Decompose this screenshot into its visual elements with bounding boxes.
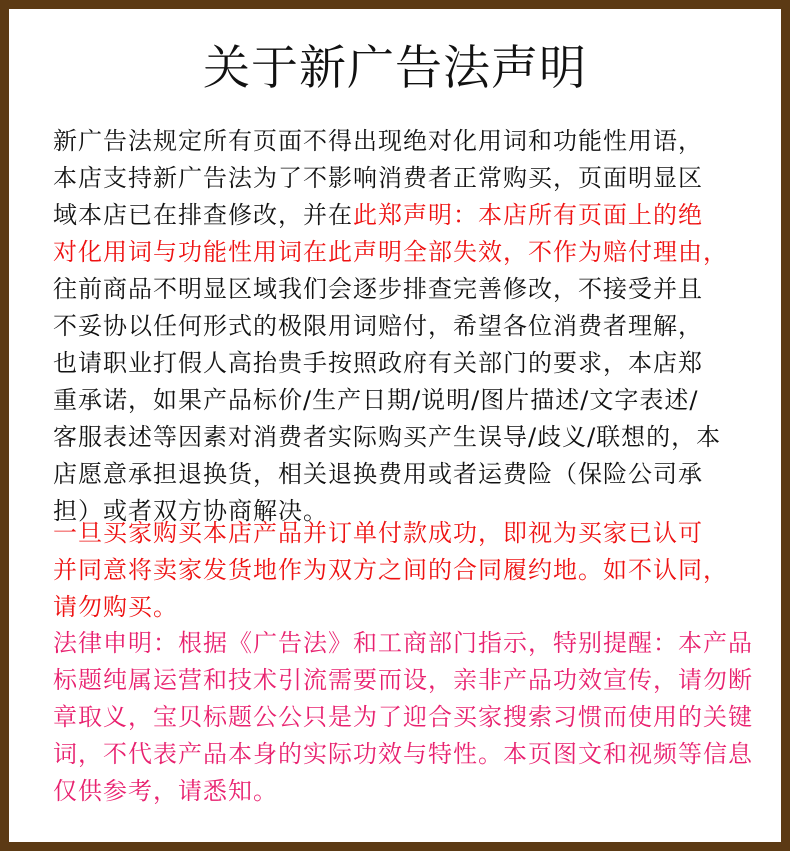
paragraph-line	[53, 197, 753, 234]
line-text: 域本店已在排查修改，并在	[53, 201, 353, 229]
paragraph-line: 担）或者双方协商解决。	[53, 497, 328, 525]
notice-paragraph-2	[53, 515, 753, 626]
paragraph-line: 仅供参考，请悉知。	[53, 777, 278, 805]
notice-frame	[9, 9, 781, 842]
paragraph-line: 章取义，宝贝标题公公只是为了迎合买家搜索习惯而使用的关键	[53, 703, 753, 731]
paragraph-line: 并同意将卖家发货地作为双方之间的合同履约地。如不认同，	[53, 556, 728, 584]
paragraph-line: 不妥协以任何形式的极限用词赔付，希望各位消费者理解，	[53, 312, 703, 340]
paragraph-line: 也请职业打假人高抬贵手按照政府有关部门的要求，本店郑	[53, 349, 703, 377]
paragraph-line: 本店支持新广告法为了不影响消费者正常购买，页面明显区	[53, 164, 703, 192]
paragraph-line-highlight: 对化用词与功能性用词在此声明全部失效，不作为赔付理由，	[53, 238, 728, 266]
paragraph-line: 词，不代表产品本身的实际功效与特性。本页图文和视频等信息	[53, 740, 753, 768]
paragraph-line: 客服表述等因素对消费者实际购买产生误导/歧义/联想的，本	[53, 423, 722, 451]
page-title: 关于新广告法声明	[203, 41, 587, 96]
paragraph-line: 店愿意承担退换货，相关退换费用或者运费险（保险公司承	[53, 460, 703, 488]
paragraph-line: 请勿购买。	[53, 593, 178, 621]
paragraph-line: 重承诺，如果产品标价/生产日期/说明/图片描述/文字表述/	[53, 386, 699, 414]
paragraph-line: 一旦买家购买本店产品并订单付款成功，即视为买家已认可	[53, 519, 703, 547]
notice-paragraph-1	[53, 123, 753, 530]
paragraph-line: 法律申明：根据《广告法》和工商部门指示，特别提醒：本产品	[53, 629, 753, 657]
highlight-text: 此郑声明：本店所有页面上的绝	[353, 201, 703, 229]
paragraph-line: 往前商品不明显区域我们会逐步排查完善修改，不接受并且	[53, 275, 703, 303]
paragraph-line: 标题纯属运营和技术引流需要而设，亲非产品功效宣传，请勿断	[53, 666, 753, 694]
paragraph-line: 新广告法规定所有页面不得出现绝对化用词和功能性用语，	[53, 127, 703, 155]
legal-statement	[53, 625, 753, 810]
